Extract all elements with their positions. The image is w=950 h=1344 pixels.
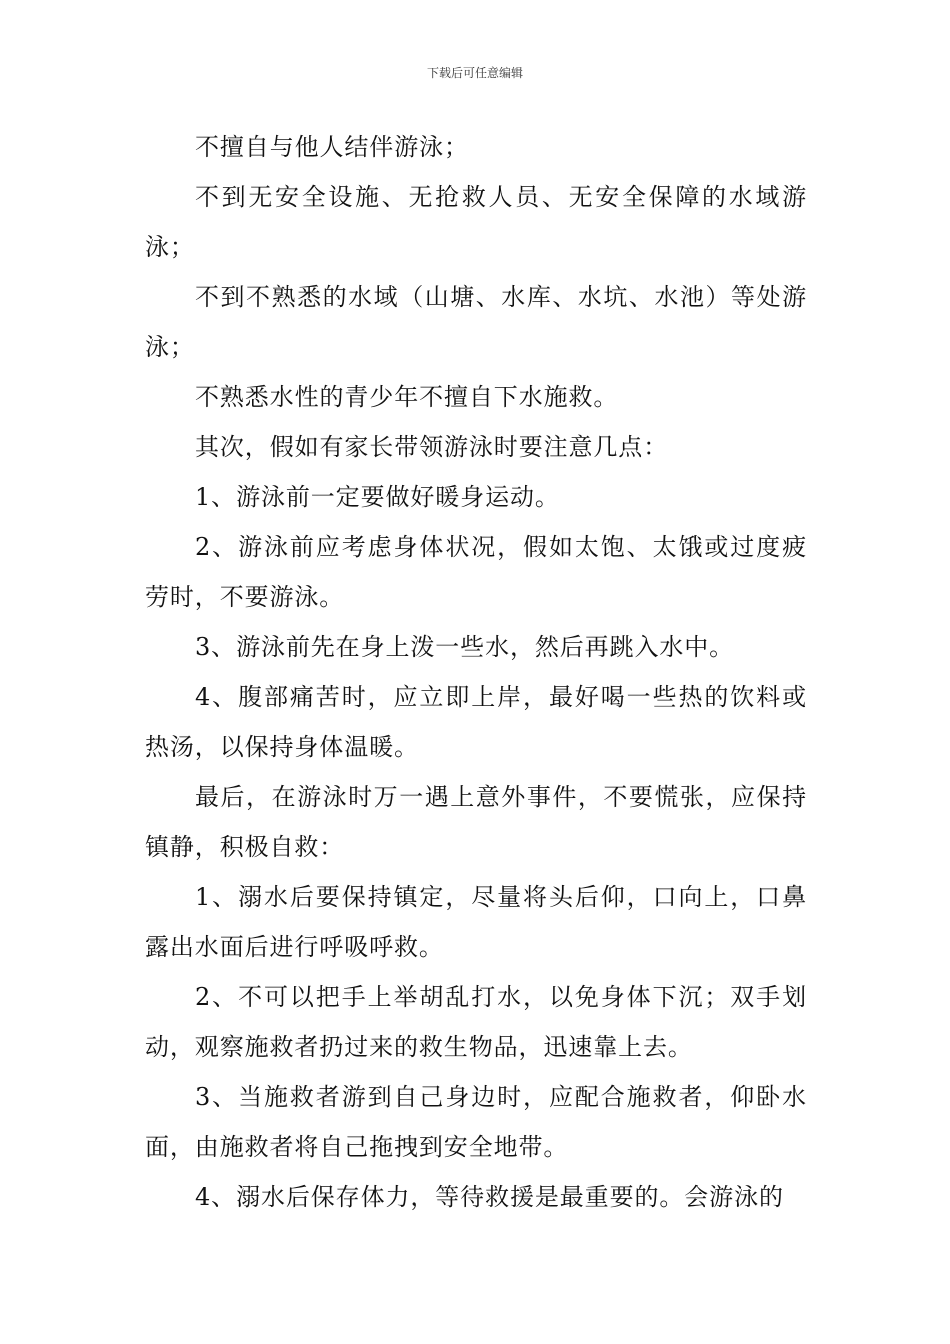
paragraph: 不擅自与他人结伴游泳； (195, 133, 469, 161)
paragraph: 不到不熟悉的水域（山塘、水库、水坑、水池）等处游泳； (145, 283, 807, 361)
paragraph: 不熟悉水性的青少年不擅自下水施救。 (195, 383, 619, 411)
paragraph: 最后，在游泳时万一遇上意外事件，不要慌张，应保持镇静，积极自救： (145, 783, 807, 861)
page-header-note: 下载后可任意编辑 (426, 66, 523, 80)
paragraph: 不到无安全设施、无抢救人员、无安全保障的水域游泳； (145, 183, 807, 261)
paragraph: 4、溺水后保存体力，等待救援是最重要的。会游泳的 (195, 1183, 784, 1211)
paragraph: 3、游泳前先在身上泼一些水，然后再跳入水中。 (195, 633, 735, 661)
paragraph: 2、不可以把手上举胡乱打水，以免身体下沉；双手划动，观察施救者扔过来的救生物品，迅速靠上去。 (145, 983, 807, 1061)
paragraph: 1、溺水后要保持镇定，尽量将头后仰，口向上，口鼻露出水面后进行呼吸呼救。 (145, 883, 807, 961)
paragraph: 其次，假如有家长带领游泳时要注意几点： (195, 433, 669, 461)
document-body (145, 122, 807, 1222)
paragraph: 3、当施救者游到自己身边时，应配合施救者，仰卧水面，由施救者将自己拖拽到安全地带。 (145, 1083, 807, 1161)
paragraph: 4、腹部痛苦时，应立即上岸，最好喝一些热的饮料或热汤，以保持身体温暖。 (145, 683, 807, 761)
paragraph: 1、游泳前一定要做好暖身运动。 (195, 483, 560, 511)
paragraph: 2、游泳前应考虑身体状况，假如太饱、太饿或过度疲劳时，不要游泳。 (145, 533, 807, 611)
